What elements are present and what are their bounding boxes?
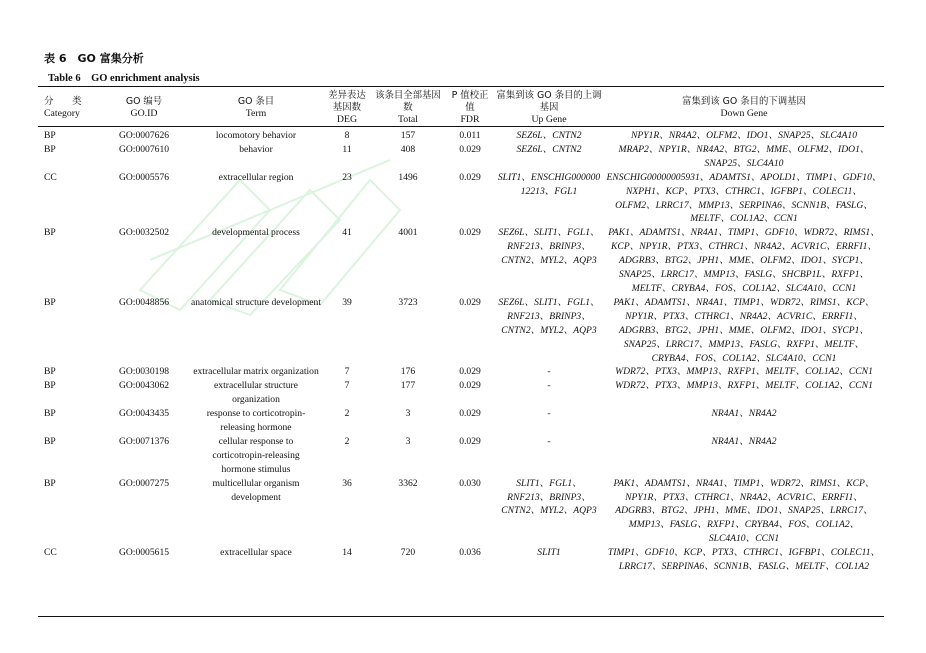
cell-down-gene: PAK1、ADAMTS1、NR4A1、TIMP1、WDR72、RIMS1、KCP、NPY1R、PTX3、CTHRC1、NR4A2、ACVR1C、ERRFI1、ADGRB3、BTG2、JPH1、MME、IDO1、SNAP25、LRRC17、MMP13、FASLG、RXFP1、CRYBA4、FOS、COL1A2、SLC4A10、CCN1 (613, 477, 875, 545)
cell-total: 176 (400, 366, 416, 378)
cell-down-gene: NPY1R、NR4A2、OLFM2、IDO1、SNAP25、SLC4A10 (631, 130, 857, 141)
header-deg-cn: 差异表达基因数 (328, 90, 366, 113)
cell-term: extracellular space (220, 547, 292, 559)
cell-go-id: GO:0043062 (118, 380, 170, 392)
cell-fdr: 0.029 (459, 296, 481, 308)
cell-deg: 7 (344, 366, 350, 378)
cell-deg: 8 (344, 130, 350, 141)
cell-total: 408 (400, 143, 416, 155)
header-down-gene (604, 88, 884, 128)
cell-go-id: GO:0043435 (118, 408, 170, 420)
cell-deg: 41 (342, 227, 352, 239)
cell-up-gene: - (547, 408, 551, 420)
cell-term: cellular response to corticotropin-releasing hormone stimulus (212, 435, 300, 475)
header-fdr-en: FDR (460, 114, 480, 125)
header-fdr-cn: P 值校正值 (451, 90, 489, 113)
cell-down-gene: WDR72、PTX3、MMP13、RXFP1、MELTF、COL1A2、CCN1 (615, 366, 873, 378)
cell-term: developmental process (212, 227, 300, 239)
table-row (38, 226, 884, 296)
cell-term: multicellular organism development (212, 477, 300, 503)
cell-total: 3 (405, 408, 411, 420)
cell-fdr: 0.029 (459, 408, 481, 420)
table-row (38, 365, 884, 379)
cell-category: BP (44, 130, 56, 141)
cell-deg: 14 (342, 547, 352, 559)
cell-total: 3723 (398, 296, 418, 308)
cell-category: CC (44, 171, 57, 183)
cell-deg: 23 (342, 171, 352, 183)
table-row (38, 128, 884, 143)
cell-deg: 11 (342, 143, 352, 155)
cell-total: 3 (405, 435, 411, 447)
header-go-id-en: GO.ID (130, 108, 158, 119)
cell-category: BP (44, 435, 56, 447)
cell-fdr: 0.029 (459, 143, 481, 155)
cell-total: 1496 (398, 171, 418, 183)
cell-total: 4001 (398, 227, 418, 239)
cell-down-gene: MRAP2、NPY1R、NR4A2、BTG2、MME、OLFM2、IDO1、SNAP25、SLC4A10 (618, 143, 870, 169)
cell-category: BP (44, 408, 56, 420)
header-down-gene-cn: 富集到该 GO 条目的下调基因 (682, 96, 806, 107)
go-enrichment-table (38, 88, 884, 574)
cell-go-id: GO:0005576 (118, 171, 170, 183)
cell-down-gene: TIMP1、GDF10、KCP、PTX3、CTHRC1、IGFBP1、COLEC11、LRRC17、SERPINA6、SCNN1B、FASLG、MELTF、COL1A2 (607, 547, 881, 573)
cell-up-gene: SEZ6L、SLIT1、FGL1、RNF213、BRINP3、CNTN2、MYL2、AQP3 (498, 296, 600, 336)
cell-up-gene: SLIT1、ENSCHIG00000012213、FGL1 (497, 171, 601, 197)
cell-fdr: 0.029 (459, 227, 481, 239)
cell-down-gene: NR4A1、NR4A2 (711, 435, 777, 447)
cell-up-gene: SEZ6L、CNTN2 (516, 130, 582, 141)
header-total-cn: 该条目全部基因数 (375, 90, 441, 113)
cell-category: BP (44, 227, 56, 239)
cell-go-id: GO:0007275 (118, 477, 170, 489)
cell-category: BP (44, 296, 56, 308)
cell-deg: 39 (342, 296, 352, 308)
table-row (38, 546, 884, 574)
cell-deg: 2 (344, 408, 350, 420)
header-category-en: Category (44, 108, 80, 119)
cell-down-gene: WDR72、PTX3、MMP13、RXFP1、MELTF、COL1A2、CCN1 (615, 380, 873, 392)
cell-term: response to corticotropin-releasing hormone (206, 408, 306, 434)
cell-fdr: 0.029 (459, 171, 481, 183)
cell-category: BP (44, 366, 56, 378)
cell-up-gene: SLIT1、FGL1、RNF213、BRINP3、CNTN2、MYL2、AQP3 (501, 477, 597, 517)
cell-fdr: 0.029 (459, 380, 481, 392)
cell-total: 3362 (398, 477, 418, 489)
cell-down-gene: PAK1、ADAMTS1、NR4A1、TIMP1、GDF10、WDR72、RIMS1、KCP、NPY1R、PTX3、CTHRC1、NR4A2、ACVR1C、ERRFI1、ADGRB3、BTG2、JPH1、MME、OLFM2、IDO1、SYCP1、SNAP25、LRRC17、MMP13、FASLG、SHCBP1L、RXFP1、MELTF、CRYBA4、FOS、COL1A2、SLC4A10、CCN1 (608, 227, 880, 294)
cell-deg: 7 (344, 380, 350, 392)
cell-down-gene: ENSCHIG00000005931、ADAMTS1、APOLD1、TIMP1、GDF10、NXPH1、KCP、PTX3、CTHRC1、IGFBP1、COLEC11、OLFM2、LRRC17、MMP13、SERPINA6、SCNN1B、FASLG、MELTF、COL1A2、CCN1 (606, 171, 882, 225)
cell-fdr: 0.029 (459, 366, 481, 378)
cell-category: CC (44, 547, 57, 559)
cell-term: behavior (239, 143, 273, 155)
header-deg (324, 88, 370, 128)
cell-down-gene: NR4A1、NR4A2 (711, 408, 777, 420)
table-caption-en: Table 6 GO enrichment analysis (48, 73, 200, 84)
cell-fdr: 0.029 (459, 435, 481, 447)
cell-category: BP (44, 477, 56, 489)
cell-term: anatomical structure development (191, 296, 321, 308)
cell-go-id: GO:0007610 (118, 143, 170, 155)
cell-category: BP (44, 143, 56, 155)
cell-term: extracellular structure organization (214, 380, 298, 406)
header-term-cn: GO 条目 (237, 96, 275, 107)
cell-up-gene: SEZ6L、SLIT1、FGL1、RNF213、BRINP3、CNTN2、MYL2、AQP3 (498, 227, 600, 267)
cell-go-id: GO:0005615 (118, 547, 170, 559)
header-total (370, 88, 446, 128)
table-caption-cn: 表 6 GO 富集分析 (44, 52, 144, 65)
header-deg-en: DEG (336, 114, 358, 125)
cell-total: 157 (400, 130, 416, 141)
cell-up-gene: SEZ6L、CNTN2 (516, 143, 582, 155)
cell-up-gene: - (547, 366, 551, 378)
cell-fdr: 0.011 (459, 130, 481, 141)
cell-fdr: 0.036 (459, 547, 481, 559)
table-row (38, 379, 884, 407)
table-row (38, 407, 884, 435)
header-down-gene-en: Down Gene (720, 108, 768, 119)
cell-term: extracellular region (218, 171, 294, 183)
header-category (38, 88, 100, 128)
table-row (38, 296, 884, 366)
table-row (38, 477, 884, 547)
cell-up-gene: - (547, 380, 551, 392)
cell-up-gene: - (547, 435, 551, 447)
cell-deg: 36 (342, 477, 352, 489)
cell-fdr: 0.030 (459, 477, 481, 489)
bottom-rule (38, 616, 884, 617)
table-row (38, 143, 884, 171)
cell-go-id: GO:0071376 (118, 435, 170, 447)
cell-up-gene: SLIT1 (537, 547, 561, 559)
cell-deg: 2 (344, 435, 350, 447)
cell-go-id: GO:0007626 (118, 130, 170, 141)
cell-term: extracellular matrix organization (193, 366, 319, 378)
header-up-gene (494, 88, 604, 128)
header-term (188, 88, 324, 128)
header-term-en: Term (245, 108, 267, 119)
header-fdr (446, 88, 494, 128)
cell-total: 720 (400, 547, 416, 559)
header-up-gene-cn: 富集到该 GO 条目的上调基因 (496, 90, 602, 113)
table-row (38, 171, 884, 227)
cell-go-id: GO:0030198 (118, 366, 170, 378)
cell-total: 177 (400, 380, 416, 392)
cell-go-id: GO:0032502 (118, 227, 170, 239)
cell-go-id: GO:0048856 (118, 296, 170, 308)
top-rule (38, 86, 884, 87)
header-up-gene-en: Up Gene (531, 114, 567, 125)
table-row (38, 435, 884, 477)
header-go-id (100, 88, 188, 128)
table-header-row (38, 88, 884, 128)
header-total-en: Total (398, 114, 418, 125)
cell-term: locomotory behavior (215, 130, 297, 141)
cell-down-gene: PAK1、ADAMTS1、NR4A1、TIMP1、WDR72、RIMS1、KCP、NPY1R、PTX3、CTHRC1、NR4A2、ACVR1C、ERRFI1、ADGRB3、BTG2、JPH1、MME、OLFM2、IDO1、SYCP1、SNAP25、LRRC17、MMP13、FASLG、RXFP1、MELTF、CRYBA4、FOS、COL1A2、SLC4A10、CCN1 (613, 296, 875, 364)
header-category-cn: 分 类 (44, 96, 82, 107)
cell-category: BP (44, 380, 56, 392)
header-go-id-cn: GO 编号 (125, 96, 163, 107)
